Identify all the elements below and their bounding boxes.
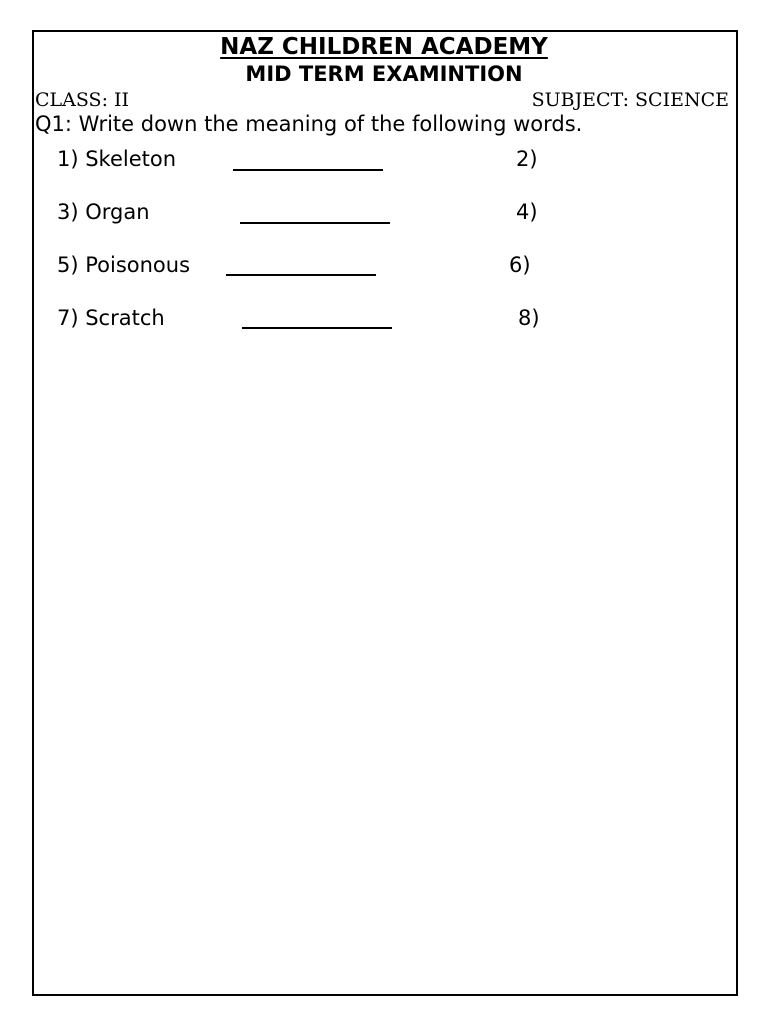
word-item: 2) [516,147,538,171]
school-name [0,34,768,60]
word-item: 1) Skeleton [57,147,177,171]
class-label: CLASS: II [35,89,130,111]
word-item: 7) Scratch [57,306,165,330]
word-item: 5) Poisonous [57,253,191,277]
page-border [32,30,738,996]
word-item: 8) [518,306,540,330]
answer-blank[interactable] [240,222,390,224]
exam-title: MID TERM EXAMINTION [245,62,523,86]
word-item: 3) Organ [57,200,150,224]
word-item: 6) [509,253,531,277]
question-text: Q1: Write down the meaning of the following words. [35,112,583,136]
school-name-text: NAZ CHILDREN ACADEMY [220,34,548,60]
subject-label: SUBJECT: SCIENCE [531,89,729,111]
word-item: 4) [516,200,538,224]
answer-blank[interactable] [226,274,376,276]
answer-blank[interactable] [242,327,392,329]
answer-blank[interactable] [233,169,383,171]
